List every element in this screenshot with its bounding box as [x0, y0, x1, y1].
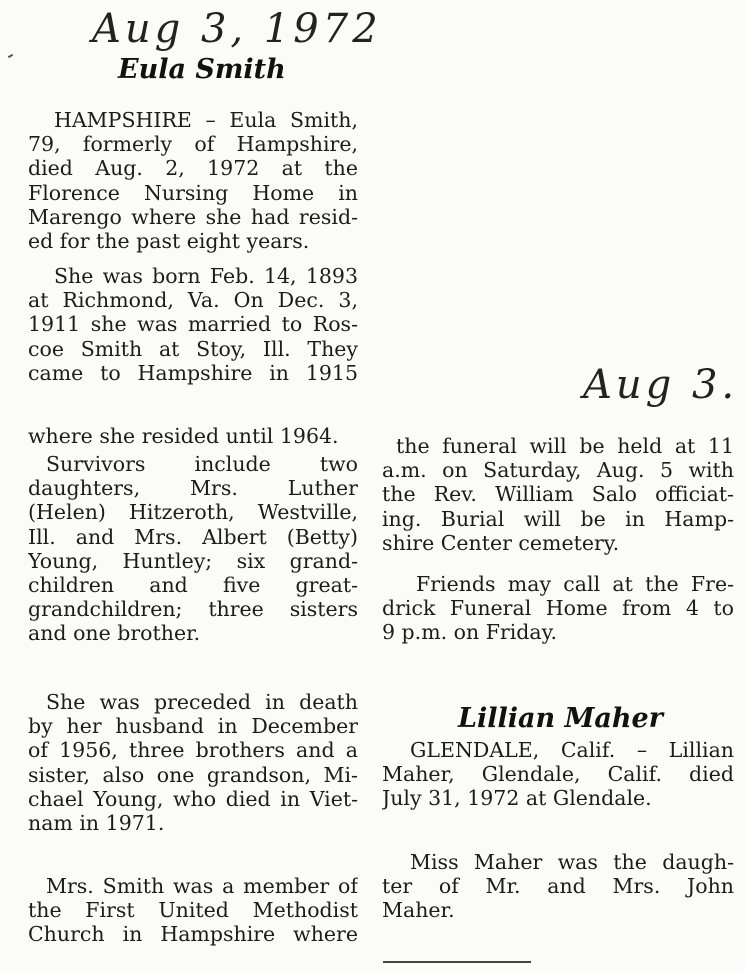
obituary-title-lillian-maher: Lillian Maher — [458, 703, 663, 734]
text-line: died Aug. 2, 1972 at the — [28, 156, 358, 181]
text-line: Miss Maher was the daugh- — [410, 850, 734, 874]
text-line: ter of Mr. and Mrs. John — [382, 874, 734, 899]
ink-mark — [8, 54, 13, 58]
text-line: Young, Huntley; six grand- — [28, 548, 358, 573]
text-line: Maher. — [382, 898, 455, 923]
text-line: July 31, 1972 at Glendale. — [382, 786, 652, 811]
text-line: Ill. and Mrs. Albert (Betty) — [28, 524, 358, 549]
text-line: at Richmond, Va. On Dec. 3, — [28, 288, 358, 313]
obituary-title-eula-smith: Eula Smith — [118, 54, 286, 85]
handwritten-date-top: Aug 3, 1972 — [92, 6, 382, 52]
obituary-paragraph — [28, 452, 358, 646]
obituary-paragraph — [28, 874, 358, 947]
text-line: children and five great- — [28, 573, 358, 598]
text-line: Marengo where she had resid- — [28, 204, 358, 229]
text-line: Mrs. Smith was a member of — [46, 874, 358, 898]
text-line: nam in 1971. — [28, 811, 165, 836]
text-line: and one brother. — [28, 621, 201, 646]
text-line: 79, formerly of Hampshire, — [28, 132, 358, 157]
text-line: Florence Nursing Home in — [28, 180, 358, 205]
text-line: She was born Feb. 14, 1893 — [54, 264, 358, 288]
text-line: the funeral will be held at 11 — [396, 434, 734, 458]
text-line: Survivors include two — [46, 452, 358, 476]
text-line: 9 p.m. on Friday. — [382, 620, 558, 645]
text-line: shire Center cemetery. — [382, 530, 620, 555]
text-line: Church in Hampshire where — [28, 922, 358, 947]
text-line: the Rev. William Salo officiat- — [382, 482, 734, 507]
text-line: the First United Methodist — [28, 898, 358, 923]
obituary-paragraph — [382, 572, 734, 645]
text-line: ing. Burial will be in Hamp- — [382, 506, 734, 531]
obituary-paragraph — [28, 424, 358, 448]
text-line: She was preceded in death — [46, 690, 358, 714]
text-line: chael Young, who died in Viet- — [28, 786, 358, 811]
obituary-paragraph — [382, 850, 734, 923]
text-line: drick Funeral Home from 4 to — [382, 596, 734, 621]
text-line: Maher, Glendale, Calif. died — [382, 762, 734, 787]
text-line: where she resided until 1964. — [28, 424, 339, 448]
column-divider-rule — [383, 961, 531, 963]
text-line: a.m. on Saturday, Aug. 5 with — [382, 458, 734, 483]
obituary-paragraph — [382, 434, 734, 555]
text-line: sister, also one grandson, Mi- — [28, 762, 358, 787]
handwritten-date-right: Aug 3. — [583, 362, 739, 408]
text-line: grandchildren; three sisters — [28, 597, 358, 622]
obituary-paragraph — [28, 264, 358, 385]
text-line: ed for the past eight years. — [28, 229, 310, 254]
text-line: (Helen) Hitzeroth, Westville, — [28, 500, 358, 525]
text-line: GLENDALE, Calif. – Lillian — [410, 738, 734, 762]
obituary-paragraph — [28, 690, 358, 835]
text-line: Friends may call at the Fre- — [416, 572, 734, 596]
text-line: of 1956, three brothers and a — [28, 738, 358, 763]
text-line: HAMPSHIRE – Eula Smith, — [54, 108, 358, 132]
obituary-paragraph — [28, 108, 358, 253]
text-line: daughters, Mrs. Luther — [28, 476, 358, 501]
text-line: 1911 she was married to Ros- — [28, 312, 358, 337]
text-line: by her husband in December — [28, 714, 358, 739]
text-line: coe Smith at Stoy, Ill. They — [28, 336, 358, 361]
obituary-paragraph — [382, 738, 734, 811]
text-line: came to Hampshire in 1915 — [28, 360, 358, 385]
